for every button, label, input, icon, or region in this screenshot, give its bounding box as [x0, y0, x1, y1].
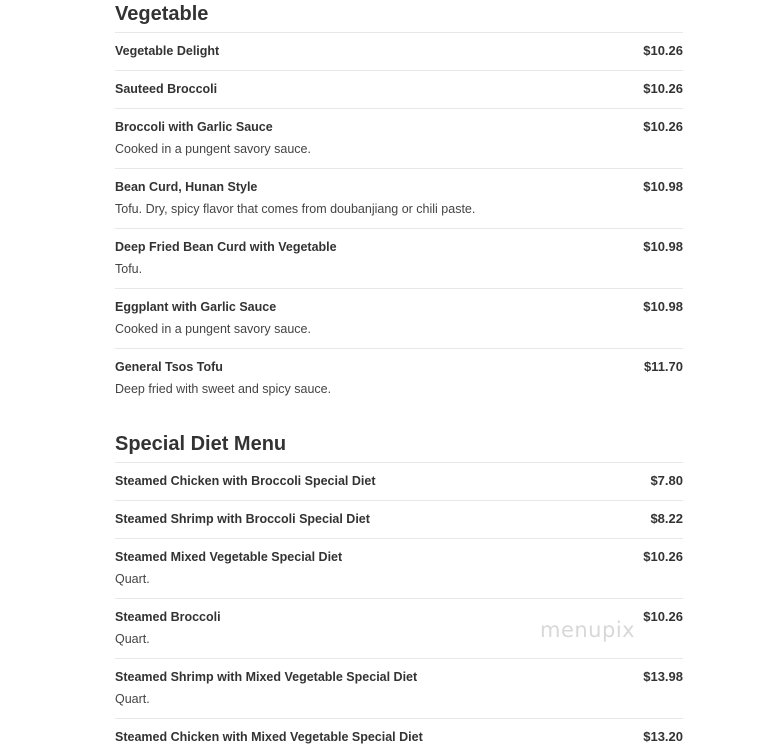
- item-description: Deep fried with sweet and spicy sauce.: [115, 382, 332, 396]
- menu-item[interactable]: [115, 108, 683, 168]
- menu-item[interactable]: [115, 70, 683, 108]
- item-name: Steamed Shrimp with Mixed Vegetable Special Diet: [115, 670, 418, 684]
- item-price: $10.98: [643, 239, 683, 254]
- item-name: Steamed Broccoli: [115, 610, 221, 624]
- item-price: $7.80: [650, 473, 683, 488]
- menu-item[interactable]: [115, 500, 683, 538]
- item-price: $10.26: [643, 609, 683, 624]
- item-price: $13.20: [643, 729, 683, 744]
- item-price: $10.26: [643, 549, 683, 564]
- item-price: $10.26: [643, 43, 683, 58]
- menu-item[interactable]: [115, 32, 683, 70]
- item-price: $13.98: [643, 669, 683, 684]
- item-description: Quart.: [115, 632, 150, 646]
- menu-item[interactable]: [115, 288, 683, 348]
- item-name: Steamed Shrimp with Broccoli Special Diet: [115, 512, 370, 526]
- item-price: $10.26: [643, 119, 683, 134]
- item-description: Tofu.: [115, 262, 143, 276]
- item-name: Vegetable Delight: [115, 44, 220, 58]
- item-name: Steamed Mixed Vegetable Special Diet: [115, 550, 343, 564]
- item-price: $10.98: [643, 179, 683, 194]
- item-name: Deep Fried Bean Curd with Vegetable: [115, 240, 337, 254]
- item-description: Cooked in a pungent savory sauce.: [115, 142, 311, 156]
- item-name: Bean Curd, Hunan Style: [115, 180, 258, 194]
- menu-item[interactable]: [115, 228, 683, 288]
- menu-item[interactable]: [115, 538, 683, 598]
- item-description: Tofu. Dry, spicy flavor that comes from doubanjiang or chili paste.: [115, 202, 476, 216]
- item-price: $10.26: [643, 81, 683, 96]
- section-title-special-diet: Special Diet Menu: [115, 433, 287, 455]
- menu-item[interactable]: [115, 462, 683, 500]
- watermark-logo: menupix: [540, 618, 636, 642]
- item-description: Cooked in a pungent savory sauce.: [115, 322, 311, 336]
- section-title-vegetable: Vegetable: [115, 3, 209, 25]
- item-name: Broccoli with Garlic Sauce: [115, 120, 273, 134]
- item-description: Quart.: [115, 692, 150, 706]
- item-name: General Tsos Tofu: [115, 360, 223, 374]
- menu-item[interactable]: [115, 718, 683, 746]
- menu-item[interactable]: [115, 168, 683, 228]
- item-price: $10.98: [643, 299, 683, 314]
- item-name: Steamed Chicken with Mixed Vegetable Special Diet: [115, 730, 423, 744]
- item-price: $8.22: [650, 511, 683, 526]
- item-price: $11.70: [643, 359, 683, 374]
- item-name: Eggplant with Garlic Sauce: [115, 300, 277, 314]
- item-name: Steamed Chicken with Broccoli Special Diet: [115, 474, 376, 488]
- menu-item[interactable]: [115, 658, 683, 718]
- item-description: Quart.: [115, 572, 150, 586]
- menu-item[interactable]: [115, 348, 683, 408]
- item-name: Sauteed Broccoli: [115, 82, 218, 96]
